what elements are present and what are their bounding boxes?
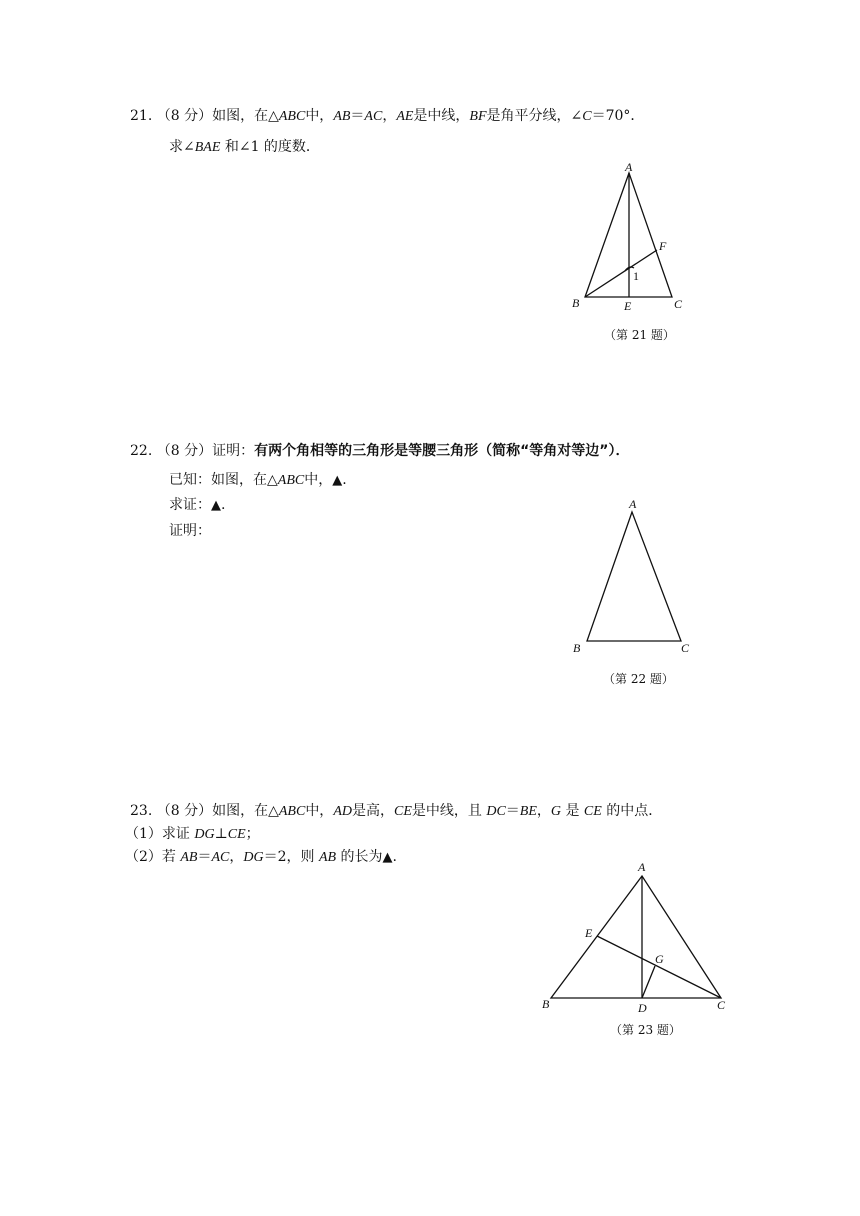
q22-blank-marker: ▲ bbox=[332, 473, 343, 488]
q23-text: ， bbox=[229, 849, 244, 865]
q21-label-c: C bbox=[674, 297, 683, 311]
q23-text: 是高， bbox=[351, 803, 394, 819]
q21-text: ＝ bbox=[350, 108, 365, 124]
q23-label-g: G bbox=[655, 952, 664, 966]
q21-var: ABC bbox=[278, 109, 306, 124]
q21-var: AB bbox=[333, 109, 351, 124]
q21-text: 求∠ bbox=[169, 139, 195, 155]
q21-text: 是角平分线，∠ bbox=[486, 108, 583, 124]
q21-text: 如图，在△ bbox=[212, 108, 279, 124]
q22-label-a: A bbox=[629, 497, 637, 511]
q21-text: 是中线， bbox=[413, 108, 470, 124]
q23-median-ce bbox=[597, 936, 721, 998]
q22-number: 22. bbox=[130, 443, 153, 459]
q23-text: 如图，在△ bbox=[212, 803, 279, 819]
q23-label-a: A bbox=[638, 860, 646, 874]
q22-text: 中， bbox=[304, 472, 333, 488]
q21-var: C bbox=[582, 109, 592, 124]
q23-var: AB bbox=[180, 850, 198, 865]
q21-number: 21. bbox=[130, 108, 153, 124]
q23-text: （1）求证 bbox=[125, 826, 195, 842]
q22-proof: 证明： bbox=[169, 523, 211, 539]
q21-label-a: A bbox=[625, 160, 633, 174]
q23-text: 的长为 bbox=[340, 849, 383, 865]
q23-var: AB bbox=[318, 850, 337, 865]
q23-var: DC bbox=[486, 804, 506, 819]
q21-text: ， bbox=[382, 108, 397, 124]
q23-triangle-abc bbox=[551, 876, 721, 998]
q23-var: CE bbox=[227, 827, 246, 842]
q23-text: ＝ bbox=[197, 849, 212, 865]
q22-text: . bbox=[221, 497, 226, 513]
q23-var: AD bbox=[333, 804, 352, 819]
q21-var: AC bbox=[364, 109, 383, 124]
q23-var: CE bbox=[393, 804, 412, 819]
q22-text: 证明： bbox=[212, 443, 255, 459]
q21-var: AE bbox=[396, 109, 414, 124]
q23-var: G bbox=[550, 804, 562, 819]
q23-blank-marker: ▲ bbox=[382, 850, 393, 865]
q23-var: BE bbox=[519, 804, 537, 819]
q22-blank-marker: ▲ bbox=[211, 498, 221, 513]
q22-var: ABC bbox=[277, 473, 305, 488]
q23-text: 是中线，且 bbox=[411, 803, 482, 819]
q21-var: BAE bbox=[194, 140, 221, 155]
q23-text: . bbox=[392, 849, 397, 865]
q23-text: 中， bbox=[305, 803, 334, 819]
q22-caption: （第 22 题） bbox=[603, 672, 674, 686]
q21-text: 中， bbox=[305, 108, 334, 124]
q22-score: （8 分） bbox=[156, 443, 213, 459]
q21-score: （8 分） bbox=[156, 108, 213, 124]
q21-caption: （第 21 题） bbox=[604, 328, 675, 342]
q22-label-b: B bbox=[573, 641, 581, 655]
q21-label-1: 1 bbox=[633, 269, 639, 283]
q23-label-d: D bbox=[638, 1001, 647, 1015]
q23-score: （8 分） bbox=[156, 803, 213, 819]
q23-text: 的中点． bbox=[606, 803, 663, 819]
q21-label-e: E bbox=[624, 299, 632, 313]
q23-label-c: C bbox=[717, 998, 726, 1012]
q23-text: ＝2，则 bbox=[263, 849, 319, 865]
q23-label-b: B bbox=[542, 997, 550, 1011]
q23-var: DG bbox=[243, 850, 264, 865]
q22-label-c: C bbox=[681, 641, 690, 655]
q21-text: ＝70°． bbox=[591, 108, 645, 124]
q22-text: 求证： bbox=[169, 497, 211, 513]
q21-var: BF bbox=[469, 109, 487, 124]
q23-text: ＝ bbox=[505, 803, 520, 819]
q21-label-b: B bbox=[572, 296, 580, 310]
q23-text: ⊥ bbox=[214, 826, 228, 842]
q23-number: 23. bbox=[130, 803, 153, 819]
q21-label-f: F bbox=[659, 239, 667, 253]
q23-var: DG bbox=[194, 827, 215, 842]
q22-text: . bbox=[342, 472, 347, 488]
q21-text: 和∠1 的度数． bbox=[224, 139, 320, 155]
q23-text: ； bbox=[245, 826, 260, 842]
q23-label-e: E bbox=[585, 926, 593, 940]
q22-text: 已知：如图，在△ bbox=[169, 472, 278, 488]
q23-text: ， bbox=[536, 803, 551, 819]
q23-text: 是 bbox=[565, 803, 580, 819]
q23-text: （2）若 bbox=[125, 849, 181, 865]
q23-var: AC bbox=[211, 850, 230, 865]
q23-var: ABC bbox=[278, 804, 306, 819]
q22-statement: 有两个角相等的三角形是等腰三角形（简称“等角对等边”）． bbox=[254, 443, 630, 459]
q23-segment-dg bbox=[642, 966, 655, 998]
q23-caption: （第 23 题） bbox=[610, 1023, 681, 1037]
q23-var: CE bbox=[583, 804, 602, 819]
